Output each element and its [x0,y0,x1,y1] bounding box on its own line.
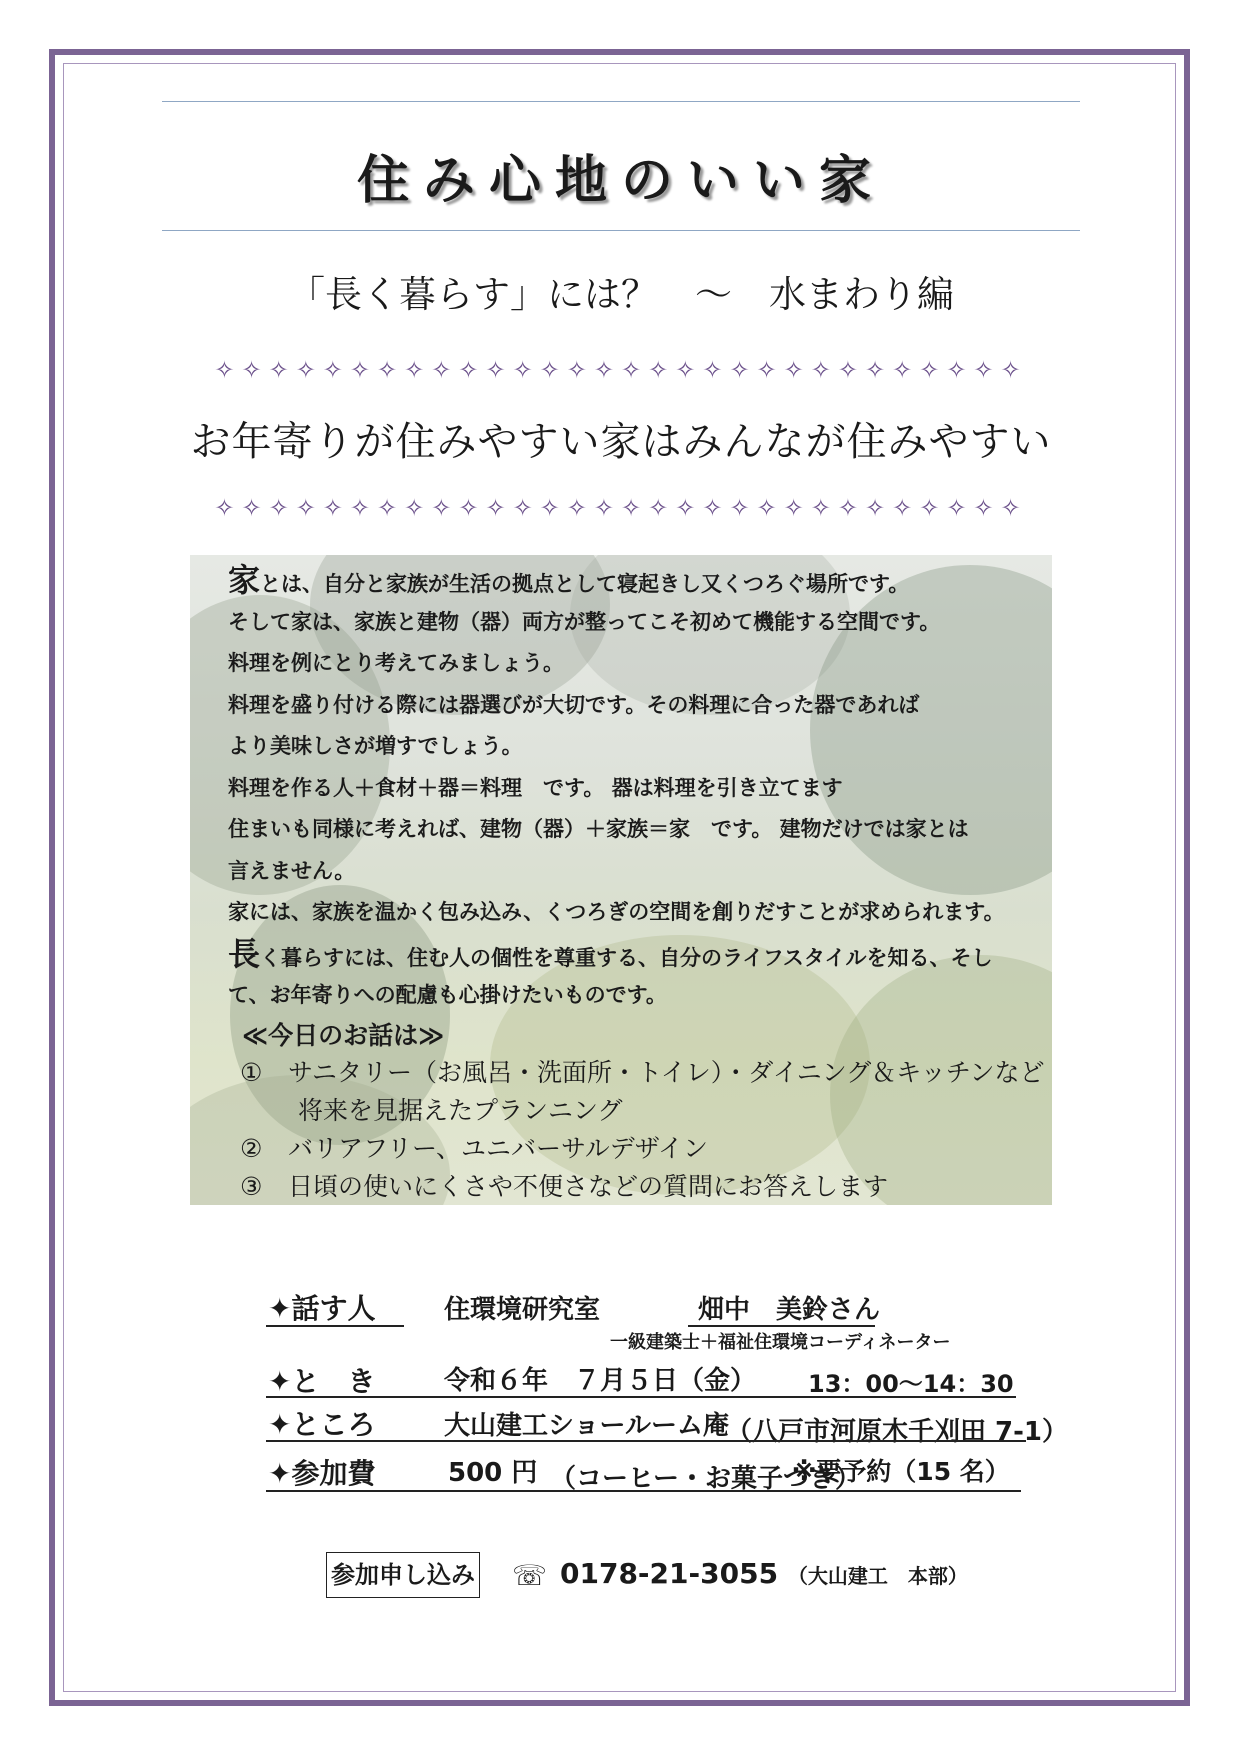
list-item-continuation: 将来を見据えたプランニング [298,1096,623,1125]
subtitle: 「長く暮らす」には？ ～ 水まわり編 [288,273,954,316]
place-address: （八戸市河原木千刈田 7-1） [726,1417,1069,1447]
body-line: 言えません。 [228,858,356,883]
body-text [228,560,1068,1017]
speaker-org: 住環境研究室 [444,1295,601,1325]
phone-note: （大山建工 本部） [787,1564,968,1588]
list-item: ② バリアフリー、ユニバーサルデザイン [240,1134,709,1163]
slogan: お年寄りが住みやすい家はみんなが住みやすい [190,419,1052,465]
place-value: 大山建工ショールーム庵 [444,1411,729,1441]
star-divider-bottom: ✧✧✧✧✧✧✧✧✧✧✧✧✧✧✧✧✧✧✧✧✧✧✧✧✧✧✧✧✧✧ [214,494,1028,522]
fee-underline [266,1490,1021,1492]
list-item: ③ 日頃の使いにくさや不便さなどの質問にお答えします [240,1172,889,1201]
drop-cap: 家 [228,561,261,599]
speaker-label: ✦話す人 [268,1292,376,1325]
body-line: より美味しさが増すでしょう。 [228,734,523,758]
place-underline [266,1440,1026,1442]
body-line: 料理を例にとり考えてみましょう。 [228,651,564,675]
fee-label: ✦参加費 [268,1457,376,1490]
fee-note: （コーヒー・お菓子つき） [550,1464,861,1494]
topics-list [240,1018,1045,1206]
title-rule-bottom [162,230,1080,231]
body-line: 住まいも同様に考えれば、建物（器）＋家族＝家 です。 建物だけでは家とは [228,817,969,841]
page-title: 住み心地のいい家 [356,151,885,211]
apply-label-box: 参加申し込み [326,1552,480,1598]
topics-heading: ≪今日のお話は≫ [242,1021,445,1050]
body-line: 家には、家族を温かく包み込み、くつろぎの空間を創りだすことが求められます。 [228,900,1005,924]
date-underline [266,1396,1016,1398]
body-line: 料理を盛り付ける際には器選びが大切です。その料理に合った器であれば [228,692,920,717]
body-line: 料理を作る人＋食材＋器＝料理 です。 器は料理を引き立てます [228,775,843,800]
fee-value: 500 円 [448,1458,538,1488]
body-line: て、お年寄りへの配慮も心掛けたいものです。 [228,983,667,1007]
speaker-qualification: 一級建築士＋福祉住環境コーディネーター [610,1332,951,1353]
speaker-label-underline [266,1325,404,1327]
star-divider-top: ✧✧✧✧✧✧✧✧✧✧✧✧✧✧✧✧✧✧✧✧✧✧✧✧✧✧✧✧✧✧ [214,356,1028,384]
reservation-note: ※要予約（15 名） [792,1457,1010,1486]
phone-number: 0178-21-3055 [560,1557,779,1590]
phone-number-row [560,1554,968,1596]
body-line: 長く暮らすには、住む人の個性を尊重する、自分のライフスタイルを知る、そし [228,934,993,973]
list-item: ① サニタリー（お風呂・洗面所・トイレ）・ダイニング＆キッチンなど [240,1058,1045,1087]
title-rule-top [162,101,1080,102]
speaker-name-underline [688,1325,875,1327]
drop-cap: 長 [228,934,261,973]
body-line: 家とは、自分と家族が生活の拠点として寝起きし又くつろぐ場所です。 [228,561,910,599]
place-label: ✦ところ [268,1408,376,1441]
body-line: そして家は、家族と建物（器）両方が整ってこそ初めて機能する空間です。 [228,609,941,634]
date-label: ✦と き [268,1365,376,1398]
speaker-name: 畑中 美鈴さん [698,1295,881,1325]
phone-icon: ☏ [512,1559,548,1592]
date-value: 令和６年 ７月５日（金） [444,1366,757,1396]
time-value: 13：00～14：30 [808,1370,1014,1398]
